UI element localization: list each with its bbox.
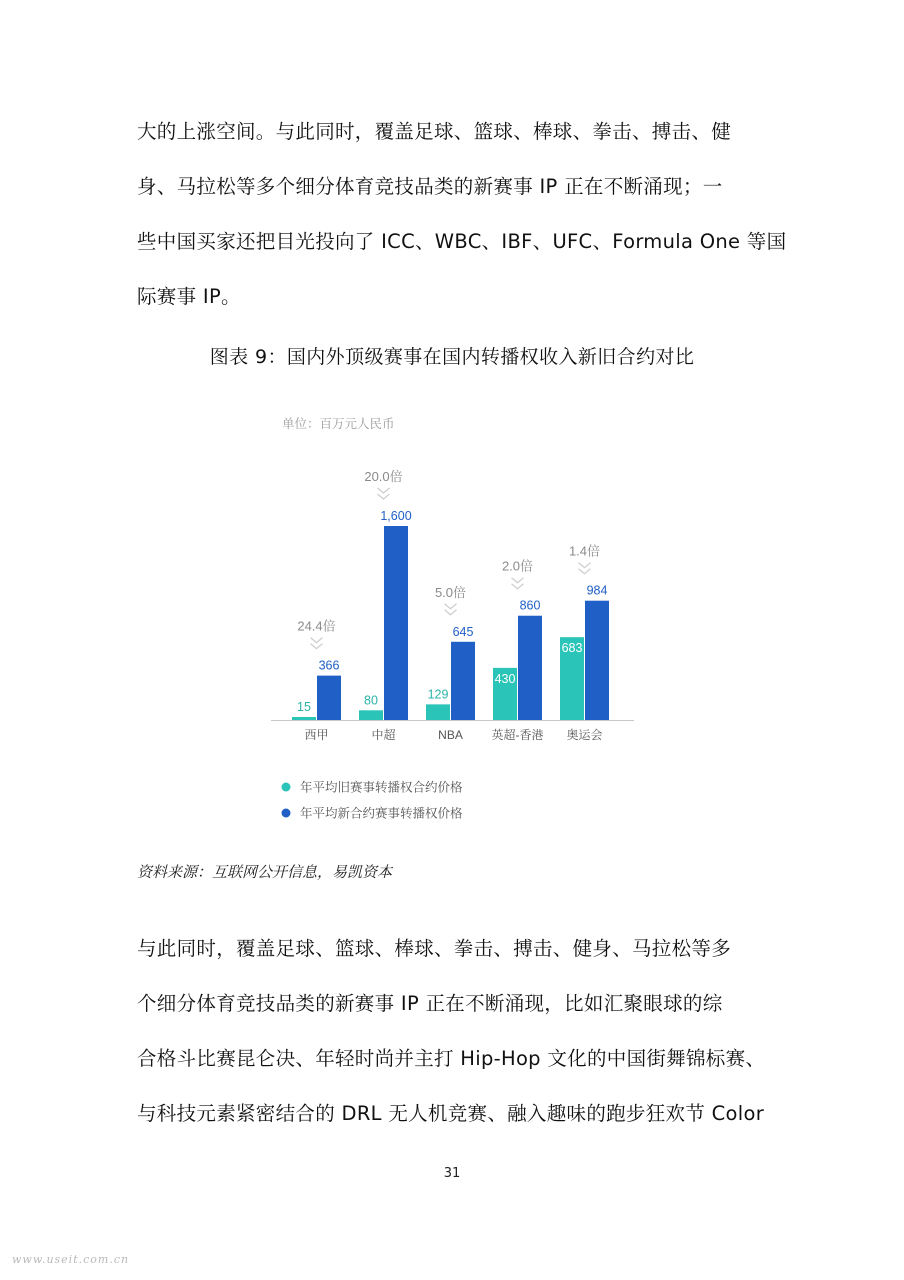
data-label: 15 (297, 700, 311, 714)
bar-new (317, 676, 341, 720)
legend-marker (282, 809, 291, 818)
watermark: www.useit.com.cn (12, 1253, 130, 1266)
bar-new (384, 526, 408, 720)
bar-new (451, 642, 475, 720)
data-label: 984 (586, 583, 608, 598)
bar-old (292, 717, 316, 720)
chevron-down-icon (512, 584, 524, 589)
chart-unit-label: 单位：百万元人民币 (282, 417, 395, 431)
data-label: 1,600 (380, 509, 412, 523)
paragraph-line: 与科技元素紧密结合的 DRL 无人机竞赛、融入趣味的跑步狂欢节 Color (137, 1102, 765, 1125)
page-number: 31 (443, 1166, 461, 1181)
multiplier-label: 2.0倍 (501, 558, 534, 574)
data-label: 366 (318, 658, 340, 673)
chevron-down-icon (579, 563, 591, 568)
paragraph-line: 际赛事 IP。 (137, 285, 241, 308)
body-paragraph-2 (137, 921, 777, 1141)
data-label: 645 (452, 624, 474, 639)
multiplier-label: 24.4倍 (297, 618, 336, 634)
x-tick-label: 中超 (371, 728, 396, 742)
data-label: 430 (494, 671, 516, 686)
bar-old (359, 710, 383, 720)
chevron-down-icon (311, 644, 323, 649)
bar-chart (240, 395, 660, 840)
x-tick-label: 奥运会 (566, 728, 603, 742)
chevron-down-icon (445, 610, 457, 615)
bar-new (585, 601, 609, 720)
data-label: 683 (561, 641, 583, 656)
paragraph-line: 大的上涨空间。与此同时，覆盖足球、篮球、棒球、拳击、搏击、健 (137, 120, 732, 143)
x-tick-label: 西甲 (304, 728, 329, 742)
paragraph-line: 身、马拉松等多个细分体育竞技品类的新赛事 IP 正在不断涌现；一 (137, 175, 723, 198)
paragraph-line: 与此同时，覆盖足球、篮球、棒球、拳击、搏击、健身、马拉松等多 (137, 937, 732, 960)
multiplier-label: 20.0倍 (364, 469, 403, 484)
data-label: 129 (427, 687, 449, 702)
source-note: 资料来源：互联网公开信息，易凯资本 (137, 863, 393, 881)
chevron-down-icon (512, 578, 524, 583)
multiplier-label: 5.0倍 (434, 584, 467, 600)
multiplier-label: 1.4倍 (568, 543, 601, 559)
x-tick-label: 英超-香港 (491, 728, 544, 742)
legend-label: 年平均新合约赛事转播权价格 (300, 806, 463, 821)
bar-old (426, 704, 450, 720)
data-label: 860 (519, 598, 541, 613)
bar-new (518, 616, 542, 720)
chevron-down-icon (311, 638, 323, 643)
chevron-down-icon (378, 494, 390, 499)
paragraph-line: 个细分体育竞技品类的新赛事 IP 正在不断涌现，比如汇聚眼球的综 (137, 992, 723, 1015)
paragraph-line: 些中国买家还把目光投向了 ICC、WBC、IBF、UFC、Formula One 等国 (137, 230, 787, 253)
figure-title: 图表 9：国内外顶级赛事在国内转播权收入新旧合约对比 (209, 346, 695, 368)
chevron-down-icon (378, 488, 390, 493)
paragraph-line: 合格斗比赛昆仑决、年轻时尚并主打 Hip-Hop 文化的中国街舞锦标赛、 (137, 1047, 766, 1070)
chevron-down-icon (445, 604, 457, 609)
chevron-down-icon (579, 569, 591, 574)
legend-marker (282, 783, 291, 792)
x-tick-label: NBA (438, 728, 463, 742)
legend-label: 年平均旧赛事转播权合约价格 (300, 780, 463, 795)
data-label: 80 (364, 693, 378, 708)
body-paragraph-1 (137, 104, 787, 324)
